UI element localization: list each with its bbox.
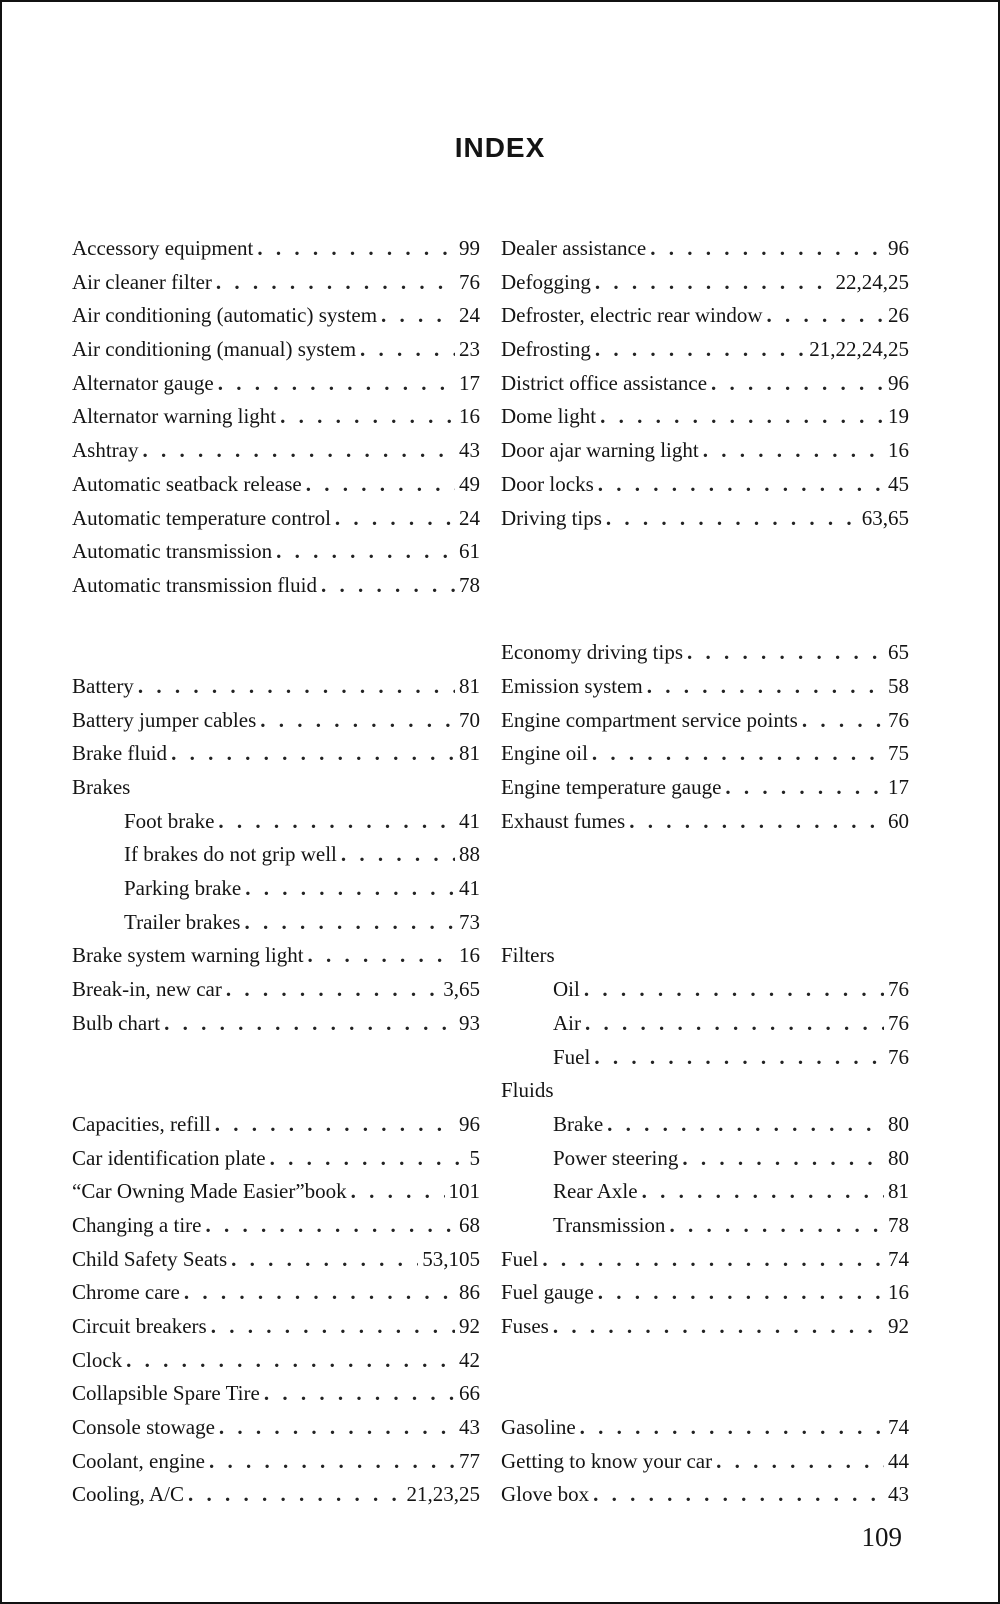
index-entry xyxy=(501,737,909,771)
index-entry xyxy=(72,1142,480,1176)
dot-leader xyxy=(264,1377,455,1411)
index-entry xyxy=(72,502,480,536)
index-entry xyxy=(501,636,909,670)
dot-leader xyxy=(584,973,884,1007)
index-subentry xyxy=(72,872,480,906)
index-entry xyxy=(501,468,909,502)
index-entry xyxy=(501,1310,909,1344)
dot-leader xyxy=(209,1445,455,1479)
entry-label: Coolant, engine xyxy=(72,1448,205,1473)
index-subentry xyxy=(501,1007,909,1041)
dot-leader xyxy=(244,906,455,940)
entry-label: Alternator warning light xyxy=(72,404,277,429)
index-entry xyxy=(501,400,909,434)
entry-label: Brake fluid xyxy=(72,741,168,766)
index-entry xyxy=(501,1478,909,1512)
entry-label: Emission system xyxy=(501,673,643,698)
index-entry xyxy=(501,1276,909,1310)
index-entry xyxy=(501,704,909,738)
index-entry xyxy=(72,1108,480,1142)
dot-leader xyxy=(594,1041,884,1075)
entry-page-ref: 76 xyxy=(888,1044,909,1069)
entry-label: Changing a tire xyxy=(72,1212,202,1237)
entry-page-ref: 43 xyxy=(888,1482,909,1507)
dot-leader xyxy=(607,1108,884,1142)
entry-page-ref: 68 xyxy=(459,1212,480,1237)
dot-leader xyxy=(598,1276,884,1310)
dot-leader xyxy=(171,737,455,771)
index-entry xyxy=(72,299,480,333)
entry-label: Transmission xyxy=(553,1212,666,1237)
dot-leader xyxy=(219,1411,455,1445)
index-spacer xyxy=(501,838,909,872)
dot-leader xyxy=(205,1209,455,1243)
dot-leader xyxy=(335,502,455,536)
index-entry xyxy=(72,1243,480,1277)
entry-page-ref: 66 xyxy=(459,1381,480,1406)
entry-page-ref: 22,24,25 xyxy=(835,269,909,294)
entry-page-ref: 3,65 xyxy=(443,977,480,1002)
index-spacer xyxy=(501,603,909,637)
dot-leader xyxy=(218,805,455,839)
dot-leader xyxy=(215,1108,455,1142)
entry-label: Alternator gauge xyxy=(72,370,214,395)
dot-leader xyxy=(188,1478,402,1512)
entry-label: Fuel xyxy=(501,1246,539,1271)
entry-page-ref: 81 xyxy=(459,741,480,766)
entry-page-ref: 70 xyxy=(459,707,480,732)
index-entry xyxy=(501,434,909,468)
index-entry xyxy=(72,1209,480,1243)
entry-label: Cooling, A/C xyxy=(72,1482,185,1507)
index-entry xyxy=(72,1377,480,1411)
entry-page-ref: 76 xyxy=(888,707,909,732)
entry-label: Dome light xyxy=(501,404,597,429)
index-entry xyxy=(72,333,480,367)
entry-page-ref: 61 xyxy=(459,539,480,564)
entry-page-ref: 17 xyxy=(459,370,480,395)
entry-page-ref: 17 xyxy=(888,775,909,799)
entry-page-ref: 23 xyxy=(459,337,480,362)
entry-label: Break-in, new car xyxy=(72,977,222,1002)
index-entry xyxy=(72,266,480,300)
entry-page-ref: 45 xyxy=(888,471,909,496)
entry-page-ref: 93 xyxy=(459,1010,480,1035)
index-entry xyxy=(501,771,909,805)
entry-label: Automatic temperature control xyxy=(72,505,331,530)
entry-label: Driving tips xyxy=(501,505,602,530)
entry-label: Door ajar warning light xyxy=(501,438,699,463)
entry-label: Fuel xyxy=(553,1044,591,1069)
entry-page-ref: 49 xyxy=(459,471,480,496)
entry-page-ref: 76 xyxy=(459,269,480,294)
index-subentry xyxy=(72,906,480,940)
index-entry xyxy=(501,502,909,536)
entry-page-ref: 77 xyxy=(459,1448,480,1473)
entry-page-ref: 76 xyxy=(888,977,909,1002)
entry-page-ref: 99 xyxy=(459,236,480,260)
index-entry xyxy=(72,1478,480,1512)
index-entry xyxy=(72,1007,480,1041)
entry-label: District office assistance xyxy=(501,370,708,395)
index-subentry xyxy=(501,1175,909,1209)
entry-page-ref: 24 xyxy=(459,303,480,328)
entry-label: Fuses xyxy=(501,1314,549,1338)
dot-leader xyxy=(593,1478,884,1512)
entry-label: Parking brake xyxy=(124,876,242,901)
index-spacer xyxy=(501,906,909,940)
entry-label: Chrome care xyxy=(72,1280,180,1305)
index-entry xyxy=(501,333,909,367)
index-entry xyxy=(72,535,480,569)
entry-page-ref: 16 xyxy=(459,943,480,968)
index-entry xyxy=(72,1344,480,1378)
entry-label: Brake xyxy=(553,1111,604,1136)
index-entry xyxy=(72,670,480,704)
entry-label: Battery jumper cables xyxy=(72,707,257,732)
dot-leader xyxy=(716,1445,884,1479)
index-entry xyxy=(501,670,909,704)
index-spacer xyxy=(501,569,909,603)
entry-label: Engine oil xyxy=(501,741,588,766)
entry-label: Automatic seatback release xyxy=(72,471,302,496)
index-heading xyxy=(501,1074,909,1108)
entry-page-ref: 73 xyxy=(459,909,480,934)
entry-page-ref: 16 xyxy=(888,438,909,463)
entry-label: Filters xyxy=(501,943,555,968)
entry-label: Collapsible Spare Tire xyxy=(72,1381,260,1406)
index-entry xyxy=(501,1411,909,1445)
dot-leader xyxy=(308,939,455,973)
entry-page-ref: 24 xyxy=(459,505,480,530)
dot-leader xyxy=(306,468,455,502)
index-entry xyxy=(72,1310,480,1344)
entry-label: “Car Owning Made Easier”book xyxy=(72,1179,347,1204)
entry-label: Air conditioning (manual) system xyxy=(72,337,357,362)
index-subentry xyxy=(72,838,480,872)
entry-page-ref: 43 xyxy=(459,438,480,463)
dot-leader xyxy=(231,1243,418,1277)
dot-leader xyxy=(341,838,455,872)
entry-label: Fluids xyxy=(501,1078,554,1103)
index-subentry xyxy=(501,1108,909,1142)
dot-leader xyxy=(595,333,805,367)
index-entry xyxy=(72,737,480,771)
index-entry xyxy=(72,1276,480,1310)
dot-leader xyxy=(682,1142,884,1176)
dot-leader xyxy=(580,1411,884,1445)
index-entry xyxy=(72,434,480,468)
dot-leader xyxy=(592,737,884,771)
index-entry xyxy=(501,299,909,333)
entry-page-ref: 78 xyxy=(459,572,480,597)
dot-leader xyxy=(245,872,455,906)
index-heading xyxy=(72,771,480,805)
entry-page-ref: 74 xyxy=(888,1415,909,1440)
entry-label: Clock xyxy=(72,1347,123,1372)
dot-leader xyxy=(703,434,884,468)
dot-leader xyxy=(138,670,455,704)
dot-leader xyxy=(629,805,884,839)
index-subentry xyxy=(72,805,480,839)
entry-page-ref: 42 xyxy=(459,1347,480,1372)
entry-page-ref: 21,22,24,25 xyxy=(809,337,909,362)
dot-leader xyxy=(585,1007,884,1041)
entry-page-ref: 81 xyxy=(459,673,480,698)
dot-leader xyxy=(767,299,884,333)
index-entry xyxy=(72,704,480,738)
index-spacer xyxy=(72,1041,480,1075)
entry-page-ref: 41 xyxy=(459,876,480,901)
index-spacer xyxy=(72,1074,480,1108)
dot-leader xyxy=(280,400,455,434)
dot-leader xyxy=(276,535,455,569)
dot-leader xyxy=(600,400,884,434)
dot-leader xyxy=(164,1007,455,1041)
dot-leader xyxy=(257,232,455,266)
entry-label: Capacities, refill xyxy=(72,1111,211,1136)
dot-leader xyxy=(647,670,884,704)
entry-page-ref: 60 xyxy=(888,808,909,833)
entry-page-ref: 96 xyxy=(459,1111,480,1136)
entry-label: Automatic transmission xyxy=(72,539,273,564)
index-subentry xyxy=(501,973,909,1007)
dot-leader xyxy=(650,232,884,266)
entry-page-ref: 88 xyxy=(459,842,480,867)
dot-leader xyxy=(687,636,884,670)
entry-label: Dealer assistance xyxy=(501,236,647,260)
entry-page-ref: 43 xyxy=(459,1415,480,1440)
entry-label: Brakes xyxy=(72,775,131,799)
index-entry xyxy=(72,232,480,266)
index-entry xyxy=(72,468,480,502)
entry-label: Bulb chart xyxy=(72,1010,161,1035)
entry-page-ref: 86 xyxy=(459,1280,480,1305)
dot-leader xyxy=(216,266,455,300)
index-entry xyxy=(72,973,480,1007)
dot-leader xyxy=(553,1310,884,1344)
entry-label: Defogging xyxy=(501,269,591,294)
dot-leader xyxy=(669,1209,884,1243)
entry-label: Gasoline xyxy=(501,1415,576,1440)
dot-leader xyxy=(711,367,884,401)
entry-page-ref: 16 xyxy=(888,1280,909,1305)
entry-label: Foot brake xyxy=(124,808,215,833)
entry-page-ref: 26 xyxy=(888,303,909,328)
index-entry xyxy=(72,1445,480,1479)
index-entry xyxy=(501,1243,909,1277)
dot-leader xyxy=(725,771,884,805)
index-column-left xyxy=(72,232,480,1512)
entry-page-ref: 81 xyxy=(888,1179,909,1204)
entry-page-ref: 58 xyxy=(888,673,909,698)
dot-leader xyxy=(270,1142,466,1176)
entry-label: Getting to know your car xyxy=(501,1448,713,1473)
entry-label: Accessory equipment xyxy=(72,236,254,260)
entry-label: Battery xyxy=(72,673,134,698)
entry-page-ref: 101 xyxy=(448,1179,480,1204)
entry-page-ref: 96 xyxy=(888,370,909,395)
index-subentry xyxy=(501,1209,909,1243)
entry-label: Defroster, electric rear window xyxy=(501,303,763,328)
entry-label: Fuel gauge xyxy=(501,1280,594,1305)
dot-leader xyxy=(321,569,455,603)
entry-page-ref: 96 xyxy=(888,236,909,260)
dot-leader xyxy=(351,1175,445,1209)
index-spacer xyxy=(501,872,909,906)
entry-page-ref: 78 xyxy=(888,1212,909,1237)
index-heading xyxy=(501,939,909,973)
entry-label: Power steering xyxy=(553,1145,679,1170)
entry-label: Defrosting xyxy=(501,337,591,362)
entry-page-ref: 76 xyxy=(888,1010,909,1035)
entry-page-ref: 80 xyxy=(888,1145,909,1170)
entry-label: Ashtray xyxy=(72,438,139,463)
entry-page-ref: 74 xyxy=(888,1246,909,1271)
entry-label: Car identification plate xyxy=(72,1145,266,1170)
dot-leader xyxy=(126,1344,455,1378)
entry-label: If brakes do not grip well xyxy=(124,842,337,867)
index-spacer xyxy=(501,535,909,569)
entry-label: Air conditioning (automatic) system xyxy=(72,303,378,328)
dot-leader xyxy=(642,1175,884,1209)
dot-leader xyxy=(802,704,884,738)
entry-label: Child Safety Seats xyxy=(72,1246,228,1271)
dot-leader xyxy=(598,468,884,502)
entry-label: Door locks xyxy=(501,471,594,496)
page-title: INDEX xyxy=(454,132,546,163)
index-entry xyxy=(72,1175,480,1209)
dot-leader xyxy=(260,704,455,738)
entry-label: Glove box xyxy=(501,1482,590,1507)
entry-label: Circuit breakers xyxy=(72,1314,207,1338)
entry-page-ref: 41 xyxy=(459,808,480,833)
index-column-right xyxy=(501,232,909,1512)
dot-leader xyxy=(606,502,858,536)
dot-leader xyxy=(360,333,455,367)
entry-label: Engine temperature gauge xyxy=(501,775,722,799)
entry-page-ref: 19 xyxy=(888,404,909,429)
entry-label: Economy driving tips xyxy=(501,640,683,665)
page-number: 109 xyxy=(861,1522,902,1552)
entry-page-ref: 63,65 xyxy=(861,505,909,530)
entry-page-ref: 75 xyxy=(888,741,909,766)
index-entry xyxy=(72,1411,480,1445)
entry-label: Rear Axle xyxy=(553,1179,638,1204)
entry-page-ref: 16 xyxy=(459,404,480,429)
entry-page-ref: 53,105 xyxy=(422,1246,480,1271)
entry-label: Oil xyxy=(553,977,580,1002)
dot-leader xyxy=(184,1276,455,1310)
index-entry xyxy=(501,367,909,401)
entry-page-ref: 21,23,25 xyxy=(406,1482,480,1507)
entry-label: Console stowage xyxy=(72,1415,215,1440)
index-entry xyxy=(501,805,909,839)
index-entry xyxy=(72,367,480,401)
entry-page-ref: 92 xyxy=(888,1314,909,1338)
index-entry xyxy=(72,939,480,973)
index-spacer xyxy=(501,1377,909,1411)
entry-label: Brake system warning light xyxy=(72,943,304,968)
dot-leader xyxy=(226,973,439,1007)
index-entry xyxy=(72,569,480,603)
entry-page-ref: 92 xyxy=(459,1314,480,1338)
index-entry xyxy=(72,400,480,434)
dot-leader xyxy=(595,266,832,300)
index-subentry xyxy=(501,1041,909,1075)
index-spacer xyxy=(501,1344,909,1378)
index-entry xyxy=(501,266,909,300)
entry-page-ref: 44 xyxy=(888,1448,909,1473)
index-spacer xyxy=(72,636,480,670)
entry-label: Air xyxy=(553,1010,581,1035)
entry-label: Trailer brakes xyxy=(124,909,241,934)
entry-label: Automatic transmission fluid xyxy=(72,572,317,597)
index-entry xyxy=(501,232,909,266)
entry-label: Exhaust fumes xyxy=(501,808,626,833)
dot-leader xyxy=(381,299,455,333)
dot-leader xyxy=(542,1243,884,1277)
index-subentry xyxy=(501,1142,909,1176)
entry-page-ref: 5 xyxy=(469,1145,480,1170)
index-spacer xyxy=(72,603,480,637)
dot-leader xyxy=(143,434,456,468)
index-entry xyxy=(501,1445,909,1479)
dot-leader xyxy=(211,1310,455,1344)
entry-page-ref: 80 xyxy=(888,1111,909,1136)
entry-label: Engine compartment service points xyxy=(501,707,798,732)
dot-leader xyxy=(218,367,455,401)
entry-label: Air cleaner filter xyxy=(72,269,212,294)
entry-page-ref: 65 xyxy=(888,640,909,665)
